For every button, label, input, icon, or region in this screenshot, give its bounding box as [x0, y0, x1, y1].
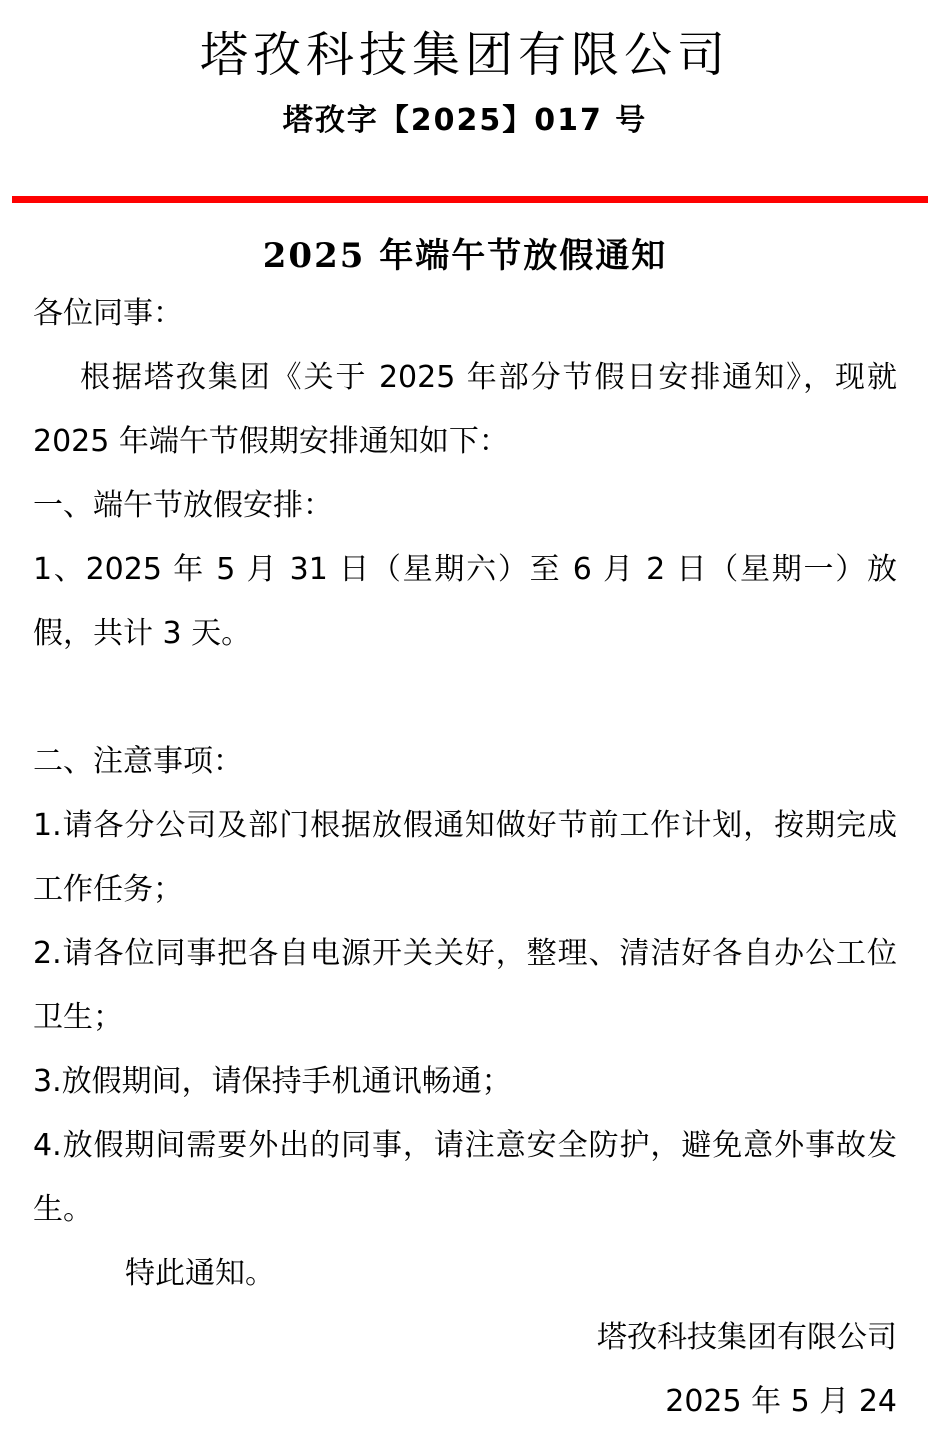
company-masthead: 塔孜科技集团有限公司: [199, 27, 730, 83]
section2-item-2: 2.请各位同事把各自电源开关关好，整理、清洁好各自办公工位卫生；: [33, 936, 897, 1035]
section2-item-1: 1.请各分公司及部门根据放假通知做好节前工作计划，按期完成工作任务；: [33, 808, 897, 907]
notice-body: [33, 282, 897, 1434]
intro-paragraph: 根据塔孜集团《关于 2025 年部分节假日安排通知》，现就 2025 年端午节假期安排通知如下：: [33, 360, 897, 459]
document-number: 塔孜字【2025】017 号: [282, 103, 648, 138]
signature-company: 塔孜科技集团有限公司: [597, 1320, 897, 1355]
signature-date: 2025 年 5 月 24: [665, 1384, 897, 1419]
salutation: 各位同事：: [33, 296, 183, 331]
section1-item-1: 1、2025 年 5 月 31 日（星期六）至 6 月 2 日（星期一）放假，共计 3 天。: [33, 552, 897, 651]
red-divider-line: [12, 196, 928, 203]
blank-spacer-line: [33, 666, 897, 730]
notice-title: 2025 年端午节放假通知: [262, 236, 668, 276]
section1-heading: 一、端午节放假安排：: [33, 488, 333, 523]
section2-heading: 二、注意事项：: [33, 744, 243, 779]
section2-item-4: 4.放假期间需要外出的同事，请注意安全防护，避免意外事故发生。: [33, 1128, 897, 1227]
closing-phrase: 特此通知。: [125, 1256, 275, 1291]
section2-item-3: 3.放假期间，请保持手机通讯畅通；: [33, 1064, 512, 1099]
